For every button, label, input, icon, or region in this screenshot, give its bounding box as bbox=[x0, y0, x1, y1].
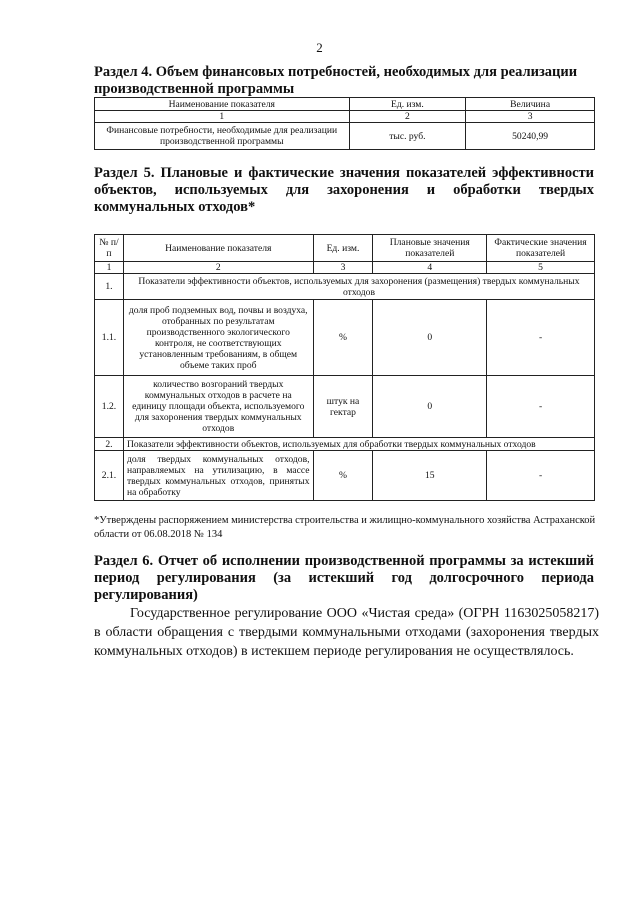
section4-title: Раздел 4. Объем финансовых потребностей, необходимых для реализации производственной программы bbox=[94, 64, 578, 97]
s5-group2-num: 2. bbox=[95, 438, 124, 451]
section6-body bbox=[94, 604, 599, 661]
section5-table bbox=[94, 234, 595, 501]
section5-title: Раздел 5. Плановые и фактические значения показателей эффективности объектов, используемых для захоронения и обработки твердых коммунальных отходов* bbox=[94, 165, 594, 215]
s5-group2-text: Показатели эффективности объектов, используемых для обработки твердых коммунальных отходов bbox=[123, 438, 594, 451]
s4-row-unit: тыс. руб. bbox=[349, 123, 466, 150]
s5-colnum-5: 5 bbox=[487, 262, 595, 274]
s5-header-unit: Ед. изм. bbox=[313, 235, 373, 262]
s4-header-name: Наименование показателя bbox=[95, 98, 350, 111]
s4-row-value: 50240,99 bbox=[466, 123, 595, 150]
s4-colnum-3: 3 bbox=[466, 111, 595, 123]
s5-row21-num: 2.1. bbox=[95, 451, 124, 501]
s5-row11-plan: 0 bbox=[373, 300, 487, 376]
s5-header-plan: Плановые значения показателей bbox=[373, 235, 487, 262]
s5-row12-name: количество возгораний твердых коммунальных отходов в расчете на единицу площади объекта, используемого для захоронения твердых коммунальных отходов bbox=[123, 376, 313, 438]
s4-header-value: Величина bbox=[466, 98, 595, 111]
s4-row-name: Финансовые потребности, необходимые для реализации производственной программы bbox=[95, 123, 350, 150]
s5-header-name: Наименование показателя bbox=[123, 235, 313, 262]
s5-row12-unit: штук на гектар bbox=[313, 376, 373, 438]
s5-row11-unit: % bbox=[313, 300, 373, 376]
s5-row11-fact: - bbox=[487, 300, 595, 376]
s5-header-num: № п/п bbox=[95, 235, 124, 262]
section4-table bbox=[94, 97, 595, 150]
s5-row11-num: 1.1. bbox=[95, 300, 124, 376]
s5-colnum-4: 4 bbox=[373, 262, 487, 274]
s4-header-unit: Ед. изм. bbox=[349, 98, 466, 111]
s4-colnum-2: 2 bbox=[349, 111, 466, 123]
page-number: 2 bbox=[316, 40, 323, 55]
s5-colnum-3: 3 bbox=[313, 262, 373, 274]
s5-colnum-2: 2 bbox=[123, 262, 313, 274]
s5-colnum-1: 1 bbox=[95, 262, 124, 274]
s5-row12-fact: - bbox=[487, 376, 595, 438]
s5-row11-name: доля проб подземных вод, почвы и воздуха, отобранных по результатам производственного экологического контроля, не соответствующих установленным требованиям, в общем объеме таких проб bbox=[123, 300, 313, 376]
footnote: *Утверждены распоряжением министерства строительства и жилищно-коммунального хозяйства Астраханской области от 06.08.2018 № 134 bbox=[94, 515, 596, 540]
s5-group1-num: 1. bbox=[95, 274, 124, 300]
s4-colnum-1: 1 bbox=[95, 111, 350, 123]
s5-row12-num: 1.2. bbox=[95, 376, 124, 438]
s5-row12-plan: 0 bbox=[373, 376, 487, 438]
s5-group1-text: Показатели эффективности объектов, используемых для захоронения (размещения) твердых коммунальных отходов bbox=[123, 274, 594, 300]
s5-row21-name: доля твердых коммунальных отходов, направляемых на утилизацию, в массе твердых коммунальных отходов, принятых на обработку bbox=[123, 451, 313, 501]
s5-row21-plan: 15 bbox=[373, 451, 487, 501]
section6-title: Раздел 6. Отчет об исполнении производственной программы за истекший период регулирования (за истекший год долгосрочного периода регулирования) bbox=[94, 553, 594, 603]
s5-row21-unit: % bbox=[313, 451, 373, 501]
s5-row21-fact: - bbox=[487, 451, 595, 501]
s5-header-fact: Фактические значения показателей bbox=[487, 235, 595, 262]
section6-body-text: Государственное регулирование ООО «Чистая среда» (ОГРН 1163025058217) в области обращения с твердыми коммунальными отходами (захоронения твердых коммунальных отходов) в истекшем периоде регулирования не осуществлялось. bbox=[94, 606, 599, 659]
